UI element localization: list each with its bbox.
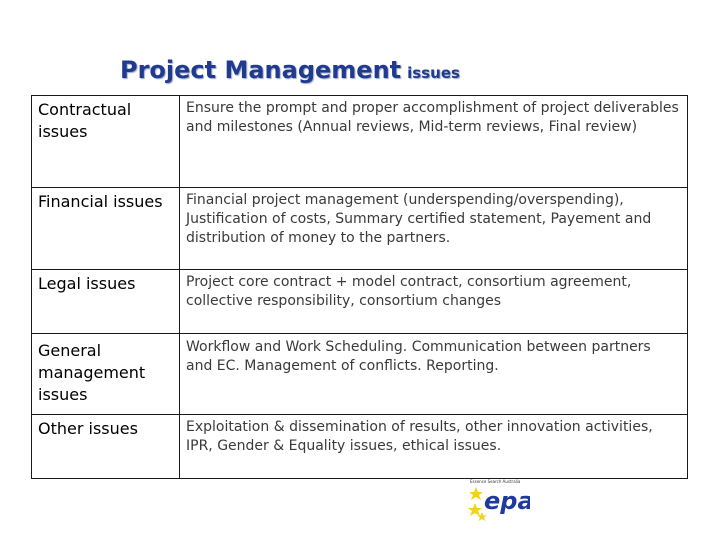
issue-cell: Contractual issues bbox=[32, 96, 180, 188]
logo-caption: Essence Search Australia bbox=[470, 479, 521, 484]
slide-title bbox=[120, 56, 680, 84]
table-row bbox=[32, 415, 688, 479]
star-icon bbox=[469, 487, 483, 500]
title-main: Project Management bbox=[120, 56, 402, 84]
issue-cell: Legal issues bbox=[32, 270, 180, 334]
description-cell: Exploitation & dissemination of results, other innovation activities, IPR, Gender & Equality issues, ethical issues. bbox=[180, 415, 688, 479]
star-icon bbox=[468, 503, 482, 516]
issue-cell: Other issues bbox=[32, 415, 180, 479]
description-cell: Project core contract + model contract, consortium agreement, collective responsibility, consortium changes bbox=[180, 270, 688, 334]
description-cell: Ensure the prompt and proper accomplishment of project deliverables and milestones (Annual reviews, Mid-term reviews, Final review) bbox=[180, 96, 688, 188]
description-cell: Workflow and Work Scheduling. Communication between partners and EC. Management of conflicts. Reporting. bbox=[180, 334, 688, 415]
description-cell: Financial project management (underspending/overspending), Justification of costs, Summary certified statement, Payement and distribution of money to the partners. bbox=[180, 188, 688, 270]
table-row bbox=[32, 270, 688, 334]
epa-logo bbox=[466, 479, 530, 525]
table-row bbox=[32, 188, 688, 270]
table-row bbox=[32, 96, 688, 188]
table-row bbox=[32, 334, 688, 415]
issue-cell: General management issues bbox=[32, 334, 180, 415]
issue-cell: Financial issues bbox=[32, 188, 180, 270]
title-sub: issues bbox=[407, 64, 460, 82]
issues-table bbox=[31, 95, 688, 479]
logo-graphic bbox=[466, 479, 530, 525]
logo-text: epa bbox=[484, 487, 530, 515]
